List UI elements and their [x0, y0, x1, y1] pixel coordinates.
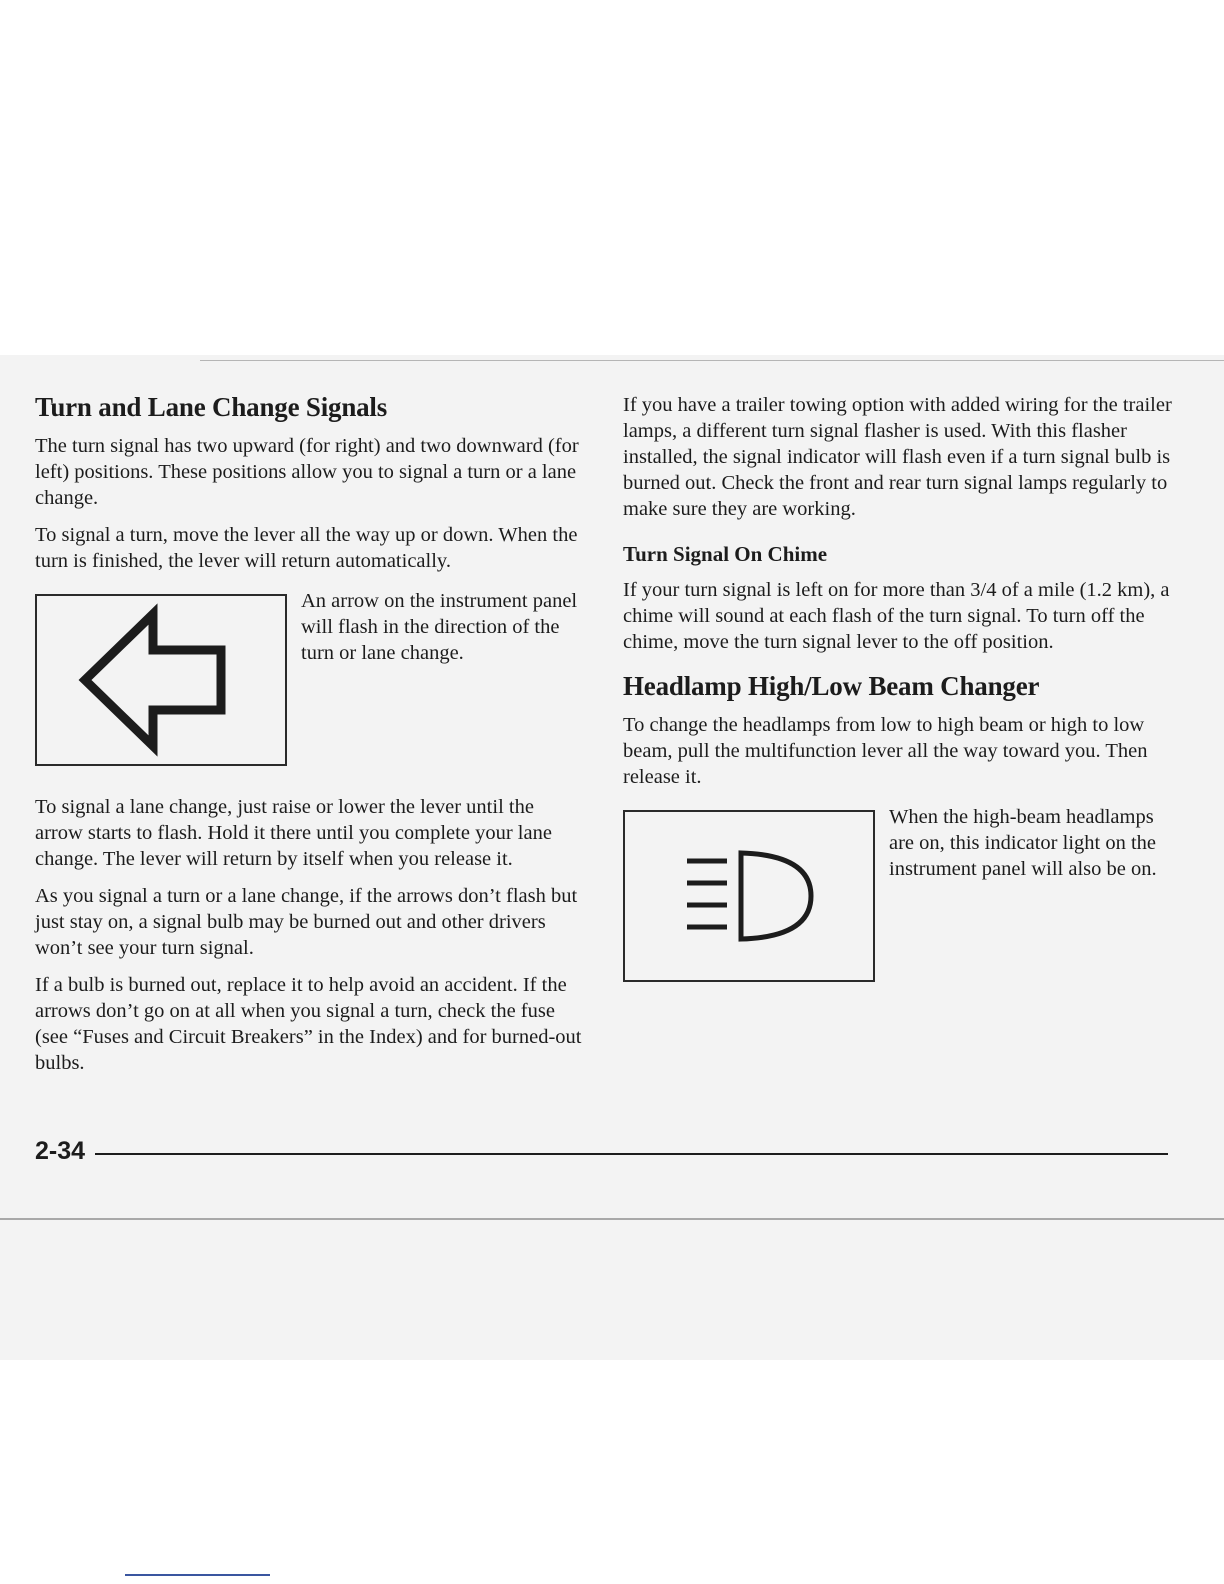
paragraph: The turn signal has two upward (for right) and two downward (for left) positions. These positions allow you to signal a turn or a lane change.: [35, 435, 579, 509]
top-rule: [200, 360, 1224, 361]
left-column: [35, 392, 585, 1087]
paragraph: To signal a lane change, just raise or lower the lever until the arrow starts to flash. Hold it there until you complete your lane change. The lever will return by itself when you release it.: [35, 796, 552, 870]
high-beam-figure: [623, 806, 1173, 982]
section-title-headlamp: Headlamp High/Low Beam Changer: [623, 671, 1040, 701]
section-title-turn-signals: Turn and Lane Change Signals: [35, 392, 388, 422]
turn-signal-arrow-icon: [71, 600, 251, 760]
paragraph: To signal a turn, move the lever all the way up or down. When the turn is finished, the lever will return automatically.: [35, 524, 578, 572]
paragraph: If you have a trailer towing option with added wiring for the trailer lamps, a different turn signal flasher is used. With this flasher installed, the signal indicator will flash even if a turn signal bulb is burned out. Check the front and rear turn signal lamps regularly to make sure they are working.: [623, 394, 1172, 520]
paragraph: As you signal a turn or a lane change, if the arrows don’t flash but just stay on, a signal bulb may be burned out and other drivers won’t see your turn signal.: [35, 885, 578, 959]
page-number: 2-34: [35, 1137, 86, 1165]
turn-arrow-figure: [35, 590, 585, 766]
beam-caption: When the high-beam headlamps are on, this indicator light on the instrument panel will also be on.: [889, 806, 1157, 880]
bottom-rule: [0, 1218, 1224, 1220]
paragraph: If your turn signal is left on for more than 3/4 of a mile (1.2 km), a chime will sound at each flash of the turn signal. To turn off the chime, move the turn signal lever to the off position.: [623, 579, 1170, 653]
subsection-title-chime: Turn Signal On Chime: [623, 542, 828, 566]
paragraph: If a bulb is burned out, replace it to help avoid an accident. If the arrows don’t go on at all when you signal a turn, check the fuse (see “Fuses and Circuit Breakers” in the Index) and for burned-out bulbs.: [35, 974, 582, 1074]
turn-arrow-frame: [35, 594, 287, 766]
paragraph: To change the headlamps from low to high beam or high to low beam, pull the multifunction lever all the way toward you. Then release it.: [623, 714, 1148, 788]
stub-line: [125, 1574, 270, 1576]
high-beam-frame: [623, 810, 875, 982]
page-footer: [35, 1137, 1168, 1166]
footer-rule: [95, 1153, 1168, 1155]
right-column: [623, 392, 1173, 1010]
arrow-caption: An arrow on the instrument panel will flash in the direction of the turn or lane change.: [301, 590, 578, 664]
high-beam-indicator-icon: [669, 841, 829, 951]
